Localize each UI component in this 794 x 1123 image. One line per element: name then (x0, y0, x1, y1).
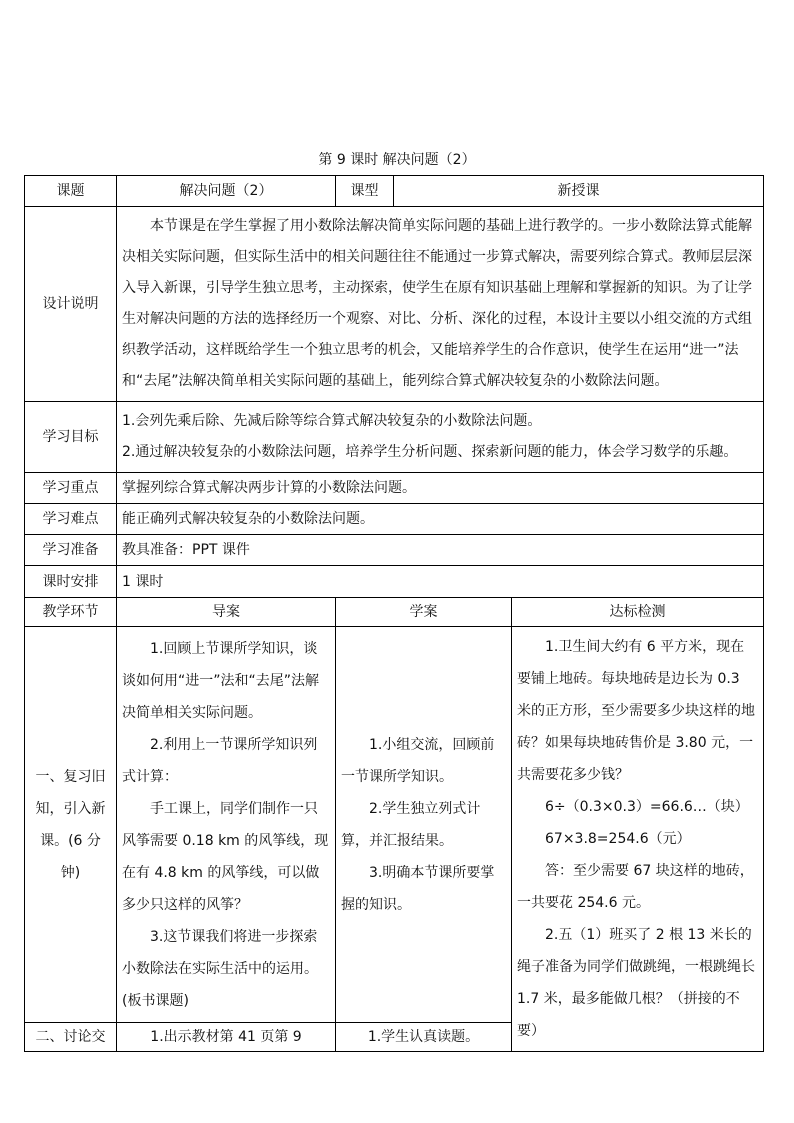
preparation-text: 教具准备：PPT 课件 (117, 535, 764, 566)
section2-stage: 二、讨论交 (25, 1023, 117, 1052)
goals-row (25, 402, 764, 473)
section2-guide: 1.出示教材第 41 页第 9 (117, 1023, 336, 1052)
section1-stage (25, 627, 117, 1023)
page-title: 第 9 课时 解决问题（2） (318, 152, 476, 168)
design-text: 本节课是在学生掌握了用小数除法解决简单实际问题的基础上进行教学的。一步小数除法算式能解决相关实际问题，但实际生活中的相关问题往往不能通过一步算式解决，需要列综合算式。教师层层深入导入新课，引导学生独立思考，主动探索，使学生在原有知识基础上理解和掌握新的知识。为了让学生对解决问题的方法的选择经历一个观察、对比、分析、深化的过程，本设计主要以小组交流的方式组织教学活动，这样既给学生一个独立思考的机会，又能培养学生的合作意识，使学生在运用“进一”法和“去尾”法解决简单相关实际问题的基础上，能列综合算式解决较复杂的小数除法问题。 (122, 218, 752, 389)
column-header-guide: 导案 (117, 598, 336, 627)
check-item: 67×3.8=254.6（元） (545, 831, 691, 847)
section1-row (25, 627, 764, 1023)
design-row (25, 207, 764, 402)
topic-row (25, 176, 764, 207)
stage-line: 钟) (60, 864, 81, 881)
check-item: 1.卫生间大约有 6 平方米，现在要铺上地砖。每块地砖是边长为 0.3 米的正方形，至少需要多少块这样的地砖？如果每块地砖售价是 3.80 元，一共需要花多少钱？ (517, 639, 755, 783)
stage-line: 课。(6 分 (40, 832, 101, 849)
topic-value: 解决问题（2） (117, 176, 336, 207)
design-cell (117, 207, 764, 402)
guide-item: 手工课上，同学们制作一只风筝需要 0.18 km 的风筝线，现在有 4.8 km 的风筝线，可以做多少只这样的风筝？ (122, 800, 329, 913)
study-item: 3.明确本节课所要掌握的知识。 (341, 864, 495, 913)
check-item: 6÷（0.3×0.3）=66.6…（块） (545, 799, 749, 815)
column-header-study: 学案 (336, 598, 512, 627)
difficulty-row (25, 504, 764, 535)
section1-guide (117, 627, 336, 1023)
schedule-label: 课时安排 (25, 566, 117, 598)
section1-check (512, 627, 764, 1052)
check-item: 答：至少需要 67 块这样的地砖，一共要花 254.6 元。 (517, 863, 754, 911)
design-label: 设计说明 (25, 207, 117, 402)
column-header-check: 达标检测 (512, 598, 764, 627)
section1-study (336, 627, 512, 1023)
guide-item: 2.利用上一节课所学知识列式计算： (122, 736, 318, 785)
lesson-plan-table (24, 175, 764, 1052)
type-label: 课型 (336, 176, 394, 207)
section2-study: 1.学生认真读题。 (336, 1023, 512, 1052)
column-header-row (25, 598, 764, 627)
guide-item: 3.这节课我们将进一步探索小数除法在实际生活中的运用。(板书课题) (122, 928, 318, 1009)
stage-line: 知，引入新 (35, 800, 106, 817)
study-item: 1.小组交流，回顾前一节课所学知识。 (341, 736, 495, 785)
key-point-text: 掌握列综合算式解决两步计算的小数除法问题。 (117, 473, 764, 504)
schedule-text: 1 课时 (117, 566, 764, 598)
difficulty-text: 能正确列式解决较复杂的小数除法问题。 (117, 504, 764, 535)
guide-item: 1.回顾上节课所学知识，谈谈如何用“进一”法和“去尾”法解决简单相关实际问题。 (122, 640, 320, 721)
goals-label: 学习目标 (25, 402, 117, 473)
column-header-stage: 教学环节 (25, 598, 117, 627)
goal-item: 2.通过解决较复杂的小数除法问题，培养学生分析问题、探索新问题的能力，体会学习数学的乐趣。 (122, 444, 738, 460)
key-point-label: 学习重点 (25, 473, 117, 504)
difficulty-label: 学习难点 (25, 504, 117, 535)
preparation-label: 学习准备 (25, 535, 117, 566)
schedule-row (25, 566, 764, 598)
study-item: 2.学生独立列式计算，并汇报结果。 (341, 800, 481, 849)
stage-line: 一、复习旧 (35, 768, 106, 785)
type-value: 新授课 (394, 176, 764, 207)
topic-label: 课题 (25, 176, 117, 207)
goal-item: 1.会列先乘后除、先减后除等综合算式解决较复杂的小数除法问题。 (122, 413, 542, 429)
check-item: 2.五（1）班买了 2 根 13 米长的绳子准备为同学们做跳绳，一根跳绳长 1.7 米，最多能做几根？（拼接的不要） (517, 927, 755, 1039)
preparation-row (25, 535, 764, 566)
key-point-row (25, 473, 764, 504)
goals-cell (117, 402, 764, 473)
